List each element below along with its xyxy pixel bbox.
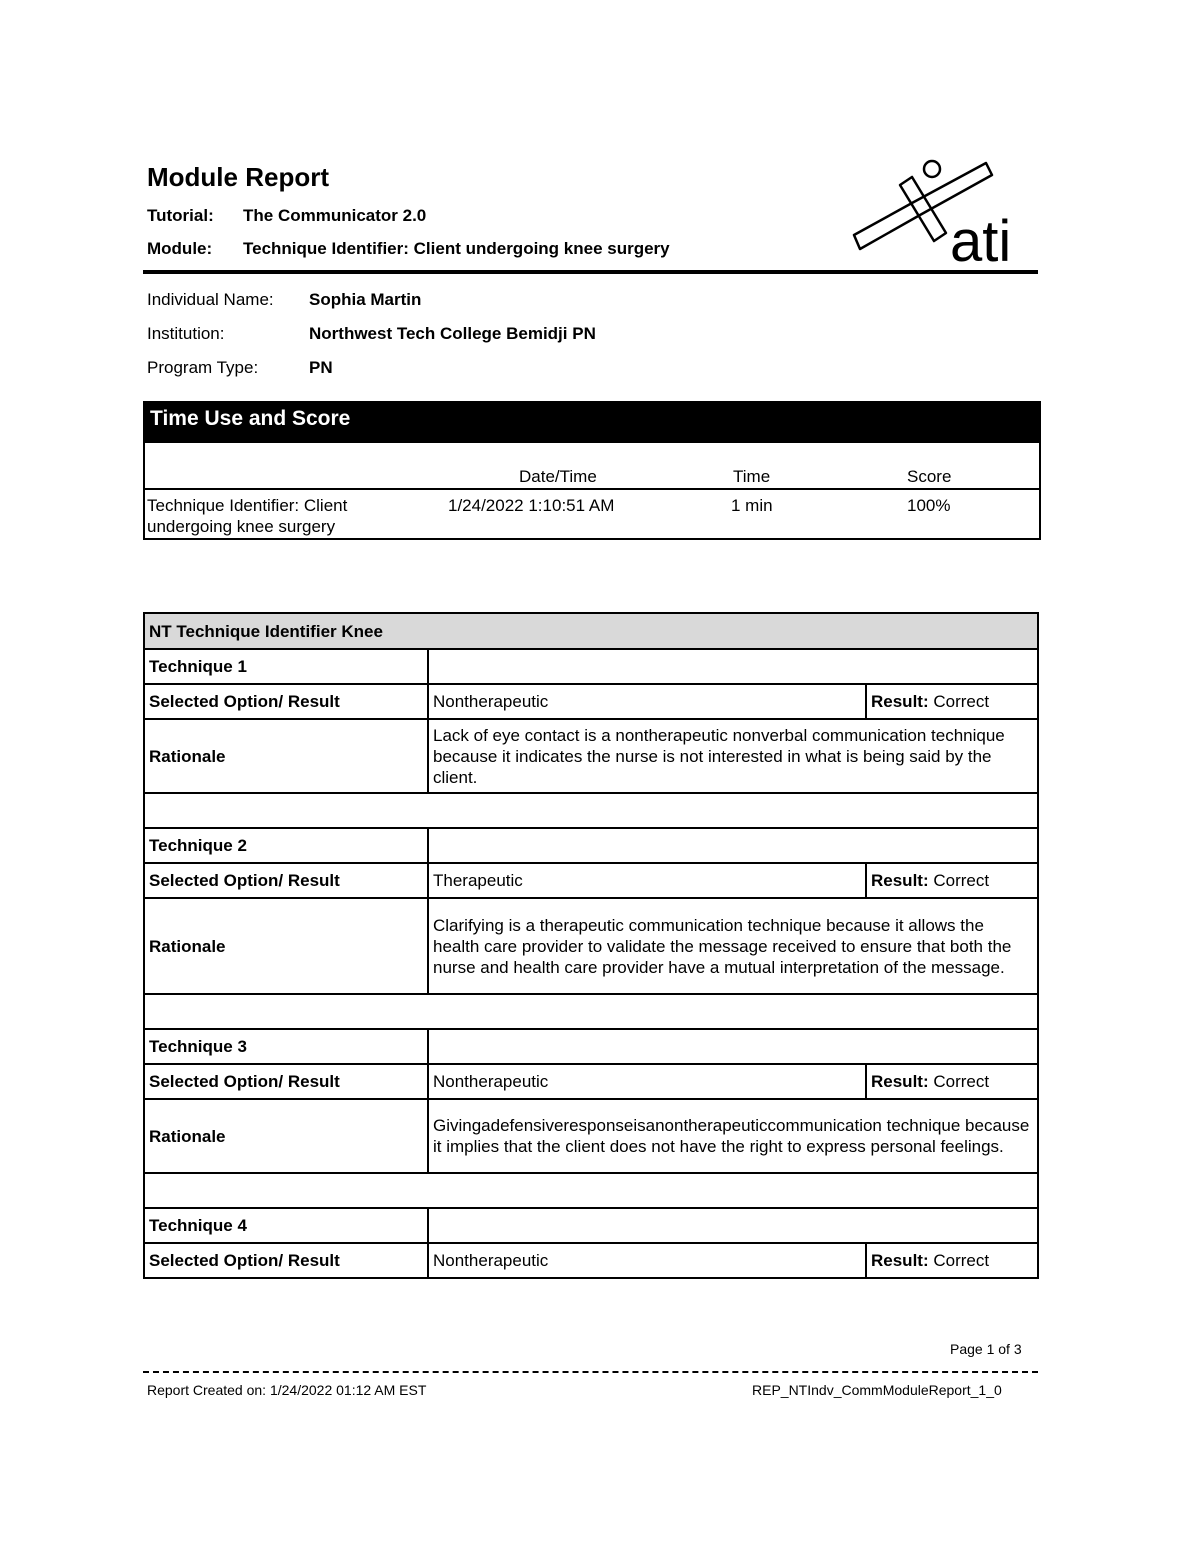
result-label: Result: — [871, 1251, 929, 1270]
row-time: 1 min — [731, 496, 773, 515]
selected-option-label: Selected Option/ Result — [144, 684, 428, 719]
spacer-cell — [144, 994, 1038, 1029]
selected-option-row — [144, 684, 1038, 719]
row-technique-name — [147, 495, 347, 537]
rationale-text: Lack of eye contact is a nontherapeutic nonverbal communication technique because it indicates the nurse is not interested in what is being said by the client. — [428, 719, 1038, 793]
time-use-divider — [145, 488, 1039, 490]
technique-title: Technique 4 — [144, 1208, 428, 1243]
rationale-row — [144, 1099, 1038, 1173]
selected-option-label: Selected Option/ Result — [144, 1243, 428, 1278]
tutorial-row — [147, 206, 426, 226]
result-value: Correct — [933, 692, 990, 711]
technique-title: Technique 3 — [144, 1029, 428, 1064]
result-cell — [866, 1064, 1038, 1099]
technique-empty-cell — [428, 649, 1038, 684]
report-created: Report Created on: 1/24/2022 01:12 AM EST — [147, 1382, 427, 1398]
result-cell — [866, 684, 1038, 719]
rationale-row — [144, 719, 1038, 793]
name-row — [147, 290, 421, 310]
result-value: Correct — [933, 1251, 990, 1270]
selected-option-value: Nontherapeutic — [428, 684, 866, 719]
result-label: Result: — [871, 1072, 929, 1091]
footer-divider — [143, 1371, 1038, 1373]
technique-title: Technique 2 — [144, 828, 428, 863]
rationale-label: Rationale — [144, 719, 428, 793]
tutorial-label: Tutorial: — [147, 206, 214, 225]
name-label: Individual Name: — [147, 290, 274, 309]
name-value: Sophia Martin — [309, 290, 422, 309]
time-use-heading: Time Use and Score — [145, 403, 1039, 443]
col-time-header: Time — [733, 467, 771, 486]
row-technique-name-line1: Technique Identifier: Client — [147, 496, 348, 515]
result-label: Result: — [871, 692, 929, 711]
program-label: Program Type: — [147, 358, 259, 377]
module-row — [147, 239, 670, 259]
rationale-label: Rationale — [144, 898, 428, 994]
report-id: REP_NTIndv_CommModuleReport_1_0 — [752, 1382, 1002, 1398]
col-datetime-header: Date/Time — [519, 467, 597, 486]
result-label: Result: — [871, 871, 929, 890]
program-value: PN — [309, 358, 333, 377]
program-row — [147, 358, 333, 378]
spacer-row — [144, 793, 1038, 828]
tutorial-value: The Communicator 2.0 — [243, 206, 427, 225]
spacer-cell — [144, 1173, 1038, 1208]
time-use-section — [143, 401, 1041, 540]
col-score-header: Score — [907, 467, 952, 486]
technique-title: Technique 1 — [144, 649, 428, 684]
selected-option-label: Selected Option/ Result — [144, 1064, 428, 1099]
institution-value: Northwest Tech College Bemidji PN — [309, 324, 596, 343]
logo-head — [924, 161, 940, 177]
module-value: Technique Identifier: Client undergoing knee surgery — [243, 239, 670, 258]
spacer-row — [144, 994, 1038, 1029]
spacer-cell — [144, 793, 1038, 828]
technique-title-row — [144, 649, 1038, 684]
technique-empty-cell — [428, 828, 1038, 863]
selected-option-row — [144, 1064, 1038, 1099]
result-cell — [866, 1243, 1038, 1278]
technique-table — [143, 612, 1039, 1279]
result-value: Correct — [933, 1072, 990, 1091]
result-cell — [866, 863, 1038, 898]
selected-option-label: Selected Option/ Result — [144, 863, 428, 898]
technique-title-row — [144, 828, 1038, 863]
result-value: Correct — [933, 871, 990, 890]
rationale-text: Clarifying is a therapeutic communication technique because it allows the health care provider to validate the message received to ensure that both the nurse and health care provider have a mutual interpretation of the message. — [428, 898, 1038, 994]
technique-title-row — [144, 1029, 1038, 1064]
rationale-row — [144, 898, 1038, 994]
selected-option-value: Nontherapeutic — [428, 1243, 866, 1278]
row-score: 100% — [907, 496, 951, 515]
spacer-row — [144, 1173, 1038, 1208]
selected-option-row — [144, 1243, 1038, 1278]
technique-empty-cell — [428, 1029, 1038, 1064]
page-number: Page 1 of 3 — [950, 1341, 1022, 1357]
technique-table-title: NT Technique Identifier Knee — [144, 613, 1038, 649]
technique-table-header — [144, 613, 1038, 649]
technique-title-row — [144, 1208, 1038, 1243]
ati-logo — [850, 155, 1040, 267]
rationale-label: Rationale — [144, 1099, 428, 1173]
module-label: Module: — [147, 239, 213, 258]
institution-label: Institution: — [147, 324, 225, 343]
header-rule — [143, 270, 1038, 274]
logo-text: ati — [950, 209, 1012, 267]
selected-option-value: Nontherapeutic — [428, 1064, 866, 1099]
technique-empty-cell — [428, 1208, 1038, 1243]
rationale-text: Givingadefensiveresponseisanontherapeuticcommunication technique because it implies that the client does not have the right to express personal feelings. — [428, 1099, 1038, 1173]
selected-option-row — [144, 863, 1038, 898]
row-datetime: 1/24/2022 1:10:51 AM — [448, 496, 615, 515]
page-title: Module Report — [147, 162, 329, 192]
logo-band-cross — [900, 177, 946, 241]
selected-option-value: Therapeutic — [428, 863, 866, 898]
row-technique-name-line2: undergoing knee surgery — [147, 517, 336, 536]
institution-row — [147, 324, 596, 344]
